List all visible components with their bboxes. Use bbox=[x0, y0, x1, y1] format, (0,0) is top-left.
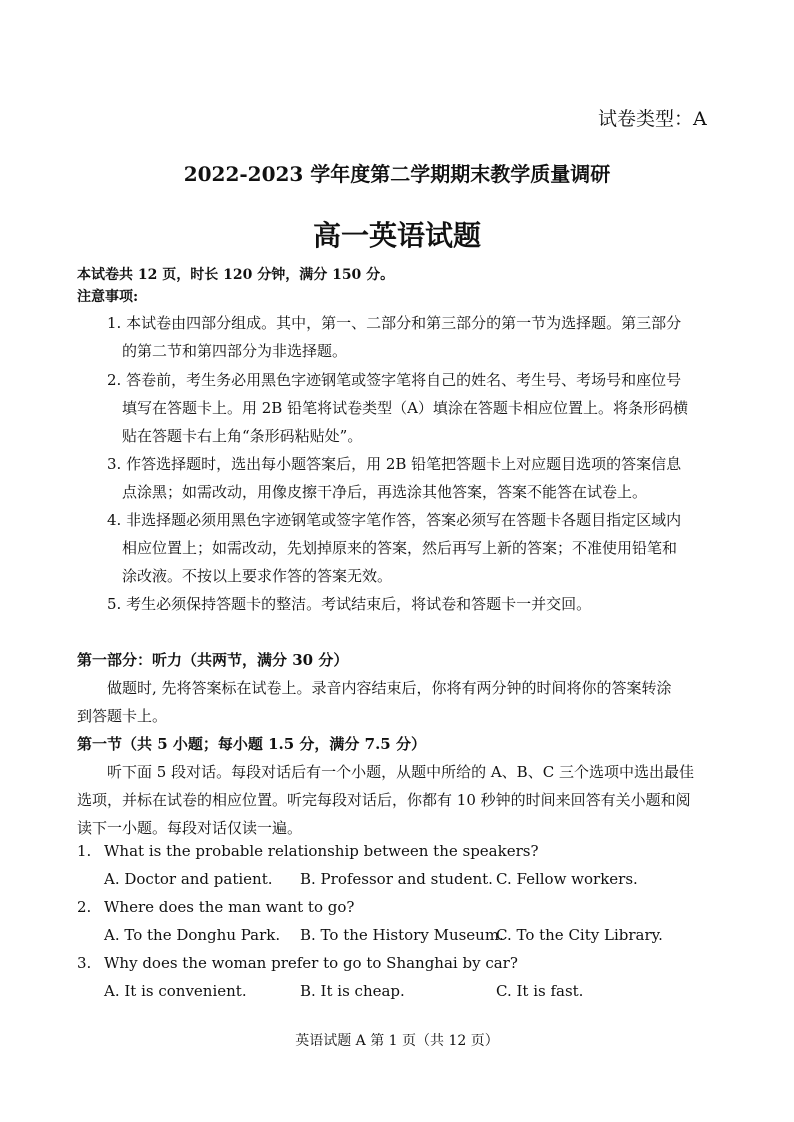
question-number: 1. bbox=[77, 842, 92, 860]
exam-title: 2022-2023 学年度第二学期期末教学质量调研 bbox=[183, 162, 611, 186]
option-a: A. It is convenient. bbox=[104, 982, 247, 1000]
question-number: 2. bbox=[77, 898, 92, 916]
option-b: B. It is cheap. bbox=[300, 982, 405, 1000]
exam-summary: 本试卷共 12 页，时长 120 分钟，满分 150 分。 bbox=[77, 267, 395, 283]
option-c: C. To the City Library. bbox=[496, 926, 663, 944]
note-1-line-1: 1. 本试卷由四部分组成。其中，第一、二部分和第三部分的第一节为选择题。第三部分 bbox=[107, 314, 682, 332]
section1-instructions-line-2: 选项，并标在试卷的相应位置。听完每段对话后，你都有 10 秒钟的时间来回答有关小题和阅 bbox=[77, 791, 691, 809]
note-2-line-1: 2. 答卷前，考生务必用黑色字迹钢笔或签字笔将自己的姓名、考生号、考场号和座位号 bbox=[107, 371, 682, 389]
option-b: B. To the History Museum. bbox=[300, 926, 504, 944]
option-c: C. It is fast. bbox=[496, 982, 584, 1000]
option-c: C. Fellow workers. bbox=[496, 870, 638, 888]
notes-heading: 注意事项: bbox=[77, 289, 139, 305]
note-3-line-2: 点涂黑；如需改动，用像皮擦干净后，再选涂其他答案，答案不能答在试卷上。 bbox=[122, 483, 648, 501]
option-a: A. Doctor and patient. bbox=[104, 870, 273, 888]
section1-instructions-line-1: 听下面 5 段对话。每段对话后有一个小题，从题中所给的 A、B、C 三个选项中选出最佳 bbox=[107, 763, 694, 781]
part1-heading: 第一部分：听力（共两节，满分 30 分） bbox=[77, 651, 349, 669]
note-2-line-2: 填写在答题卡上。用 2B 铅笔将试卷类型（A）填涂在答题卡相应位置上。将条形码横 bbox=[122, 399, 688, 417]
part1-intro-line-2: 到答题卡上。 bbox=[77, 707, 168, 725]
paper-type-label: 试卷类型：A bbox=[598, 108, 707, 130]
section1-instructions-line-3: 读下一小题。每段对话仅读一遍。 bbox=[77, 819, 303, 837]
question-text: Where does the man want to go? bbox=[104, 898, 355, 916]
question-text: Why does the woman prefer to go to Shanghai by car? bbox=[104, 954, 518, 972]
note-2-line-3: 贴在答题卡右上角“条形码粘贴处”。 bbox=[122, 427, 363, 445]
note-1-line-2: 的第二节和第四部分为非选择题。 bbox=[122, 342, 348, 360]
part1-intro-line-1: 做题时, 先将答案标在试卷上。录音内容结束后，你将有两分钟的时间将你的答案转涂 bbox=[107, 679, 672, 697]
note-5-line-1: 5. 考生必须保持答题卡的整洁。考试结束后，将试卷和答题卡一并交回。 bbox=[107, 595, 592, 613]
option-a: A. To the Donghu Park. bbox=[104, 926, 281, 944]
note-4-line-2: 相应位置上；如需改动，先划掉原来的答案，然后再写上新的答案；不准使用铅笔和 bbox=[122, 539, 678, 557]
question-number: 3. bbox=[77, 954, 92, 972]
note-4-line-3: 涂改液。不按以上要求作答的答案无效。 bbox=[122, 567, 393, 585]
option-b: B. Professor and student. bbox=[300, 870, 493, 888]
note-4-line-1: 4. 非选择题必须用黑色字迹钢笔或签字笔作答，答案必须写在答题卡各题目指定区域内 bbox=[107, 511, 682, 529]
section1-heading: 第一节（共 5 小题；每小题 1.5 分，满分 7.5 分） bbox=[77, 735, 426, 753]
question-text: What is the probable relationship between the speakers? bbox=[104, 842, 539, 860]
subject-title: 高一英语试题 bbox=[312, 219, 481, 252]
note-3-line-1: 3. 作答选择题时，选出每小题答案后，用 2B 铅笔把答题卡上对应题目选项的答案信息 bbox=[107, 455, 682, 473]
page-footer: 英语试题 A 第 1 页（共 12 页） bbox=[295, 1033, 499, 1049]
